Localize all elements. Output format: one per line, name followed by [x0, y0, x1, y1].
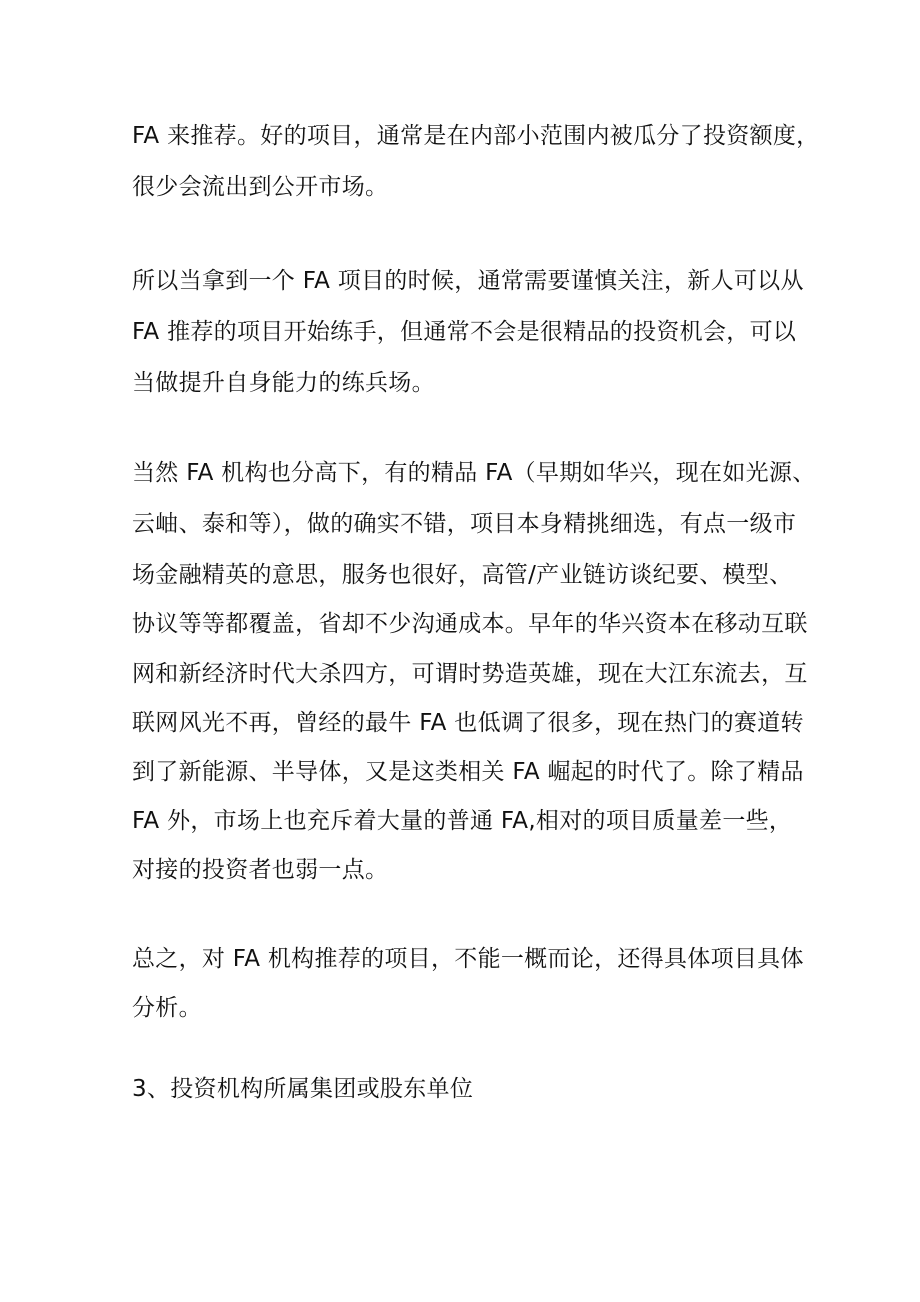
text-line: 协议等等都覆盖，省却不少沟通成本。早年的华兴资本在移动互联: [132, 611, 808, 637]
text-line: 很少会流出到公开市场。: [132, 174, 389, 200]
text-line: 网和新经济时代大杀四方，可谓时势造英雄，现在大江东流去，互: [132, 661, 808, 687]
text-line: 分析。: [132, 995, 202, 1021]
text-line: FA 推荐的项目开始练手，但通常不会是很精品的投资机会，可以: [132, 319, 797, 345]
text-line: 对接的投资者也弱一点。: [132, 857, 389, 883]
section-heading: 3、投资机构所属集团或股东单位: [132, 1076, 474, 1102]
text-line: FA 外，市场上也充斥着大量的普通 FA,相对的项目质量差一些，: [132, 808, 793, 834]
text-line: 联网风光不再，曾经的最牛 FA 也低调了很多，现在热门的赛道转: [132, 710, 804, 736]
text-line: 当然 FA 机构也分高下，有的精品 FA（早期如华兴，现在如光源、: [132, 460, 816, 486]
text-line: 场金融精英的意思，服务也很好，高管/产业链访谈纪要、模型、: [132, 562, 793, 588]
text-line: 当做提升自身能力的练兵场。: [132, 370, 435, 396]
text-line: 所以当拿到一个 FA 项目的时候，通常需要谨慎关注，新人可以从: [132, 268, 804, 294]
text-line: 总之，对 FA 机构推荐的项目，不能一概而论，还得具体项目具体: [132, 946, 804, 972]
text-line: 云岫、泰和等），做的确实不错，项目本身精挑细选，有点一级市: [132, 511, 797, 537]
text-line: FA 来推荐。好的项目，通常是在内部小范围内被瓜分了投资额度，: [132, 123, 820, 149]
text-line: 到了新能源、半导体，又是这类相关 FA 崛起的时代了。除了精品: [132, 759, 804, 785]
